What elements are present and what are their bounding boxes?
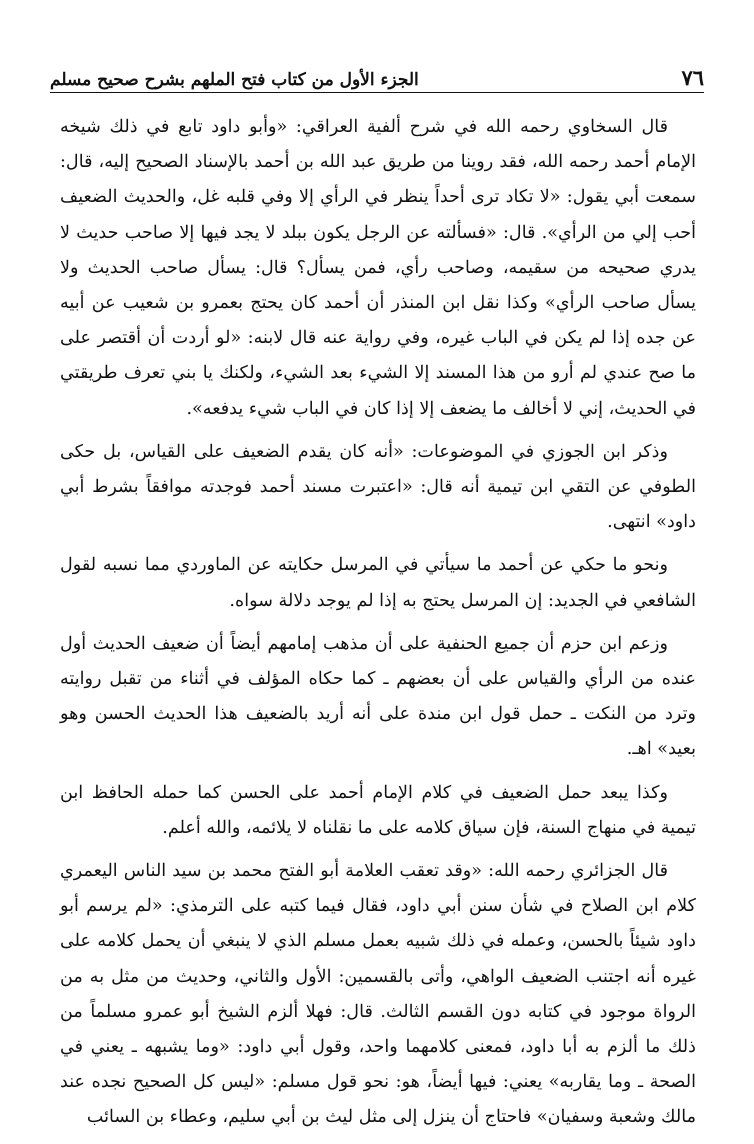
page-body — [60, 110, 696, 1144]
page-header — [50, 58, 704, 93]
paragraph-mursal: ونحو ما حكي عن أحمد ما سيأتي في المرسل حكايته عن الماوردي مما نسبه لقول الشافعي في الجديد: إن المرسل يحتج به إذا لم يوجد دلالة سواه. — [60, 555, 696, 611]
paragraph-ibn-taymiyya: وكذا يبعد حمل الضعيف في كلام الإمام أحمد على الحسن كما حمله الحافظ ابن تيمية في منهاج السنة، فإن سياق كلامه على ما نقلناه لا يلائمه، والله أعلم. — [60, 782, 696, 838]
page-number: ٧٦ — [681, 65, 704, 90]
paragraph-sakhawi: قال السخاوي رحمه الله في شرح ألفية العراقي: «وأبو داود تابع في ذلك شيخه الإمام أحمد رحمه الله، فقد روينا من طريق عبد الله بن أحمد بالإسناد الصحيح إليه، قال: سمعت أبي يقول: «لا تكاد ترى أحداً ينظر في الرأي إلا وفي قلبه غل، والحديث الضعيف أحب إلي من الرأي». قال: «فسألته عن الرجل يكون ببلد لا يجد فيها إلا صاحب حديث لا يدري صحيحه من سقيمه، وصاحب رأي، فمن يسأل؟ قال: يسأل صاحب الحديث ولا يسأل صاحب الرأي» وكذا نقل ابن المنذر أن أحمد كان يحتج بعمرو بن شعيب عن أبيه عن جده إذا لم يكن في الباب غيره، وفي رواية عنه قال لابنه: «لو أردت أن أقتصر على ما صح عندي لم أرو من هذا المسند إلا الشيء بعد الشيء، ولكنك يا بني تعرف طريقتي في الحديث، إني لا أخالف ما يضعف إلا إذا كان في الباب شيء يدفعه». — [60, 117, 696, 419]
paragraph-ibn-jawzi: وذكر ابن الجوزي في الموضوعات: «أنه كان يقدم الضعيف على القياس، بل حكى الطوفي عن التقي ابن تيمية أنه قال: «اعتبرت مسند أحمد فوجدته موافقاً بشرط أبي داود» انتهى. — [60, 441, 696, 533]
paragraph-jazairi: قال الجزائري رحمه الله: «وقد تعقب العلامة أبو الفتح محمد بن سيد الناس اليعمري كلام ابن الصلاح في شأن سنن أبي داود، فقال فيما كتبه على الترمذي: «لم يرسم أبو داود شيئاً بالحسن، وعمله في ذلك شبيه بعمل مسلم الذي لا ينبغي أن يحمل كلامه على غيره أنه اجتنب الضعيف الواهي، وأتى بالقسمين: الأول والثاني، وحديث من مثل به من الرواة موجود في كتابه دون القسم الثالث. قال: فهلا ألزم الشيخ أبو عمرو مسلماً من ذلك ما ألزم به أبا داود، فمعنى كلامهما واحد، وقول أبي داود: «وما يشبهه ـ يعني في الصحة ـ وما يقاربه» يعني: فيها أيضاً، هو: نحو قول مسلم: «ليس كل الصحيح نجده عند مالك وشعبة وسفيان» فاحتاج أن ينزل إلى مثل ليث بن أبي سليم، وعطاء بن السائب — [60, 861, 696, 1128]
paragraph-ibn-hazm: وزعم ابن حزم أن جميع الحنفية على أن مذهب إمامهم أيضاً أن ضعيف الحديث أول عنده من الرأي والقياس على أن بعضهم ـ كما حكاه المؤلف في أثناء من تقبل روايته وترد من النكت ـ حمل قول ابن مندة على أنه أريد بالضعيف هذا الحديث الحسن وهو بعيد» اهـ. — [60, 633, 696, 760]
running-title: الجزء الأول من كتاب فتح الملهم بشرح صحيح مسلم — [50, 70, 419, 90]
